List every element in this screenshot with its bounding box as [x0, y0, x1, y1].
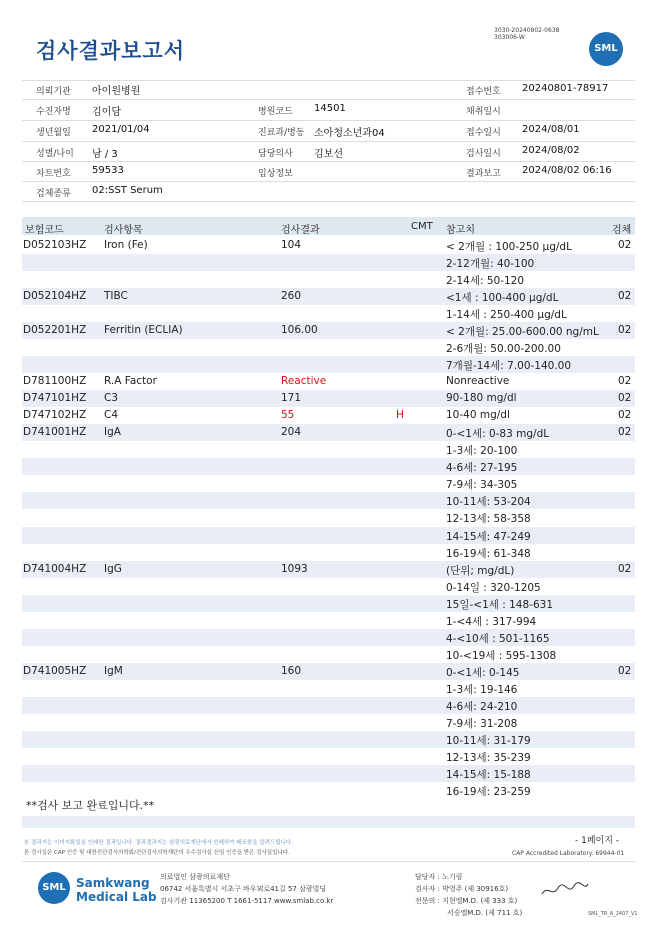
- form-code: SML_TR_A_2407_V1: [588, 911, 638, 917]
- dob-value: 2021/01/04: [92, 124, 150, 135]
- completion-note: **검사 보고 완료입니다.**: [26, 799, 155, 812]
- address-line-1: 의료법인 삼광의료재단: [160, 873, 230, 881]
- cell-ref: 14-15세: 47-249: [446, 530, 531, 543]
- cell-code: D741004HZ: [23, 562, 87, 575]
- collect-label: 채취일시: [466, 107, 501, 117]
- receipt-no-label: 접수번호: [466, 87, 501, 97]
- chart-no-label: 차트번호: [36, 169, 71, 179]
- table-row: [22, 492, 635, 509]
- address-line-3: 검사기관 11365200 T 1661-5117 www.smlab.co.kr: [160, 897, 334, 905]
- divider: [22, 161, 635, 162]
- document-code-line-1: 3030-20240802-0638: [494, 27, 560, 34]
- samkwang-logo-icon: SML: [38, 872, 70, 904]
- divider: [22, 80, 635, 81]
- table-row: [22, 765, 635, 782]
- cell-ref: 12-13세: 58-358: [446, 513, 531, 526]
- receipt-no-value: 20240801-78917: [522, 83, 609, 94]
- cell-ref: 7-9세: 34-305: [446, 479, 518, 492]
- table-row: [22, 578, 635, 595]
- cell-ref: 4-6세: 24-210: [446, 700, 518, 713]
- cell-code: D052104HZ: [23, 290, 87, 303]
- cell-spec: 02: [618, 324, 632, 337]
- sex-age-label: 성별/나이: [36, 149, 74, 159]
- cell-item: R.A Factor: [104, 375, 157, 388]
- cell-ref: 7개월-14세: 7.00-140.00: [446, 360, 572, 373]
- cell-ref: (단위; mg/dL): [446, 564, 515, 577]
- table-row: [22, 629, 635, 646]
- col-result-header: 검사결과: [281, 225, 320, 236]
- dept-value: 소아청소년과04: [314, 128, 385, 139]
- table-row: [22, 322, 635, 339]
- document-code: [494, 27, 559, 41]
- footer-band: [22, 816, 635, 828]
- cell-ref: 1-3세: 20-100: [446, 445, 518, 458]
- staff-line-3: 전문의 : 지현엘M.D. (제 333 호): [415, 897, 518, 905]
- sex-age-value: 남 / 3: [92, 149, 118, 160]
- cell-result: 106.00: [281, 324, 318, 337]
- cell-code: D747102HZ: [23, 409, 87, 422]
- specimen-value: 02:SST Serum: [92, 185, 163, 196]
- staff-line-1: 담당자 : 노기림: [415, 873, 463, 881]
- sml-logo-icon: SML: [589, 32, 623, 66]
- cell-ref: 0-<1세: 0-145: [446, 666, 520, 679]
- cell-ref: 16-19세: 23-259: [446, 785, 531, 798]
- col-item-header: 검사항목: [104, 225, 143, 236]
- cell-spec: 02: [618, 562, 632, 575]
- cell-result: 55: [281, 409, 295, 422]
- table-row: [22, 475, 635, 492]
- cell-ref: 10-<19세 : 595-1308: [446, 649, 557, 662]
- cell-item: IgG: [104, 562, 122, 575]
- cell-item: TIBC: [104, 290, 128, 303]
- cell-ref: 16-19세: 61-348: [446, 547, 531, 560]
- table-row: [22, 697, 635, 714]
- cell-ref: 1-14세 : 250-400 μg/dL: [446, 309, 567, 322]
- specimen-label: 검체종류: [36, 189, 71, 199]
- table-row: [22, 305, 635, 322]
- cell-item: IgA: [104, 426, 121, 439]
- divider: [22, 181, 635, 182]
- cell-ref: 0-14일 : 320-1205: [446, 581, 541, 594]
- table-row: [22, 458, 635, 475]
- page-title: 검사결과보고서: [36, 39, 186, 63]
- document-code-line-2: 303006-W: [494, 34, 525, 41]
- cell-ref: 0-<1세: 0-83 mg/dL: [446, 428, 550, 441]
- cell-code: D781100HZ: [23, 375, 87, 388]
- table-row: [22, 748, 635, 765]
- divider: [22, 120, 635, 121]
- receipt-date-value: 2024/08/01: [522, 124, 580, 135]
- cell-ref: 90-180 mg/dl: [446, 392, 517, 405]
- page-number: - 1페이지 -: [575, 836, 620, 846]
- cell-ref: 10-11세: 31-179: [446, 734, 531, 747]
- cell-spec: 02: [618, 375, 632, 388]
- table-row: [22, 407, 635, 424]
- cell-spec: 02: [618, 409, 632, 422]
- cell-ref: 1-<4세 : 317-994: [446, 615, 537, 628]
- cell-flag: H: [396, 409, 404, 422]
- name-value: 김이담: [92, 107, 121, 118]
- table-row: [22, 612, 635, 629]
- cell-ref: 1-3세: 19-146: [446, 683, 518, 696]
- cell-ref: 10-40 mg/dl: [446, 409, 510, 422]
- table-row: [22, 237, 635, 254]
- table-row: [22, 356, 635, 373]
- table-row: [22, 646, 635, 663]
- hospital-code-label: 병원코드: [258, 107, 293, 117]
- dob-label: 생년월일: [36, 128, 71, 138]
- cell-item: C3: [104, 392, 119, 405]
- doctor-label: 담당의사: [258, 149, 293, 159]
- table-row: [22, 663, 635, 680]
- hospital-code-value: 14501: [314, 103, 346, 114]
- lab-address: [160, 871, 333, 907]
- cell-result: 204: [281, 426, 302, 439]
- doctor-value: 김보선: [314, 149, 343, 160]
- table-row: [22, 509, 635, 526]
- disclaimer-line-2: 본 검사실은 CAP 인증 및 대한진단검사의학회/진단검사의학재단의 우수검사실 신임 인증을 받은 검사실입니다.: [24, 850, 290, 856]
- staff-line-2: 검사자 : 박영주 (제 30916호): [415, 885, 509, 893]
- cell-spec: 02: [618, 239, 632, 251]
- cell-ref: 10-11세: 53-204: [446, 496, 531, 509]
- lab-name-line-1: Samkwang: [76, 876, 150, 890]
- cell-result: 160: [281, 664, 302, 677]
- table-row: [22, 424, 635, 441]
- table-row: [22, 595, 635, 612]
- col-cmt-header: CMT: [411, 221, 433, 232]
- cell-code: D747101HZ: [23, 392, 87, 405]
- cell-ref: 4-6세: 27-195: [446, 462, 518, 475]
- test-date-label: 검사일시: [466, 149, 501, 159]
- test-date-value: 2024/08/02: [522, 145, 580, 156]
- table-row: [22, 544, 635, 561]
- cell-ref: 14-15세: 15-188: [446, 768, 531, 781]
- cap-accreditation: CAP Accredited Laboratory. 69944-01: [512, 850, 625, 857]
- col-spec-header: 검체: [612, 225, 632, 236]
- divider: [22, 141, 635, 142]
- table-row: [22, 339, 635, 356]
- clinical-label: 임상정보: [258, 169, 293, 179]
- staff-info: [415, 871, 522, 919]
- cell-item: C4: [104, 409, 119, 422]
- cell-spec: 02: [618, 426, 632, 439]
- divider: [22, 201, 635, 202]
- cell-result: 260: [281, 290, 302, 303]
- table-row: [22, 680, 635, 697]
- cell-ref: 12-13세: 35-239: [446, 751, 531, 764]
- table-row: [22, 527, 635, 544]
- cell-ref: < 2개월: 25.00-600.00 ng/mL: [446, 326, 599, 339]
- cell-item: Ferritin (ECLIA): [104, 324, 183, 337]
- disclaimer-line-1: 본 결과지는 이미지화일을 인쇄한 결과입니다. 결과결과지는 삼광의료재단에서 인쇄하여 배포함을 알려드립니다.: [24, 840, 293, 846]
- dept-label: 진료과/병동: [258, 128, 305, 138]
- chart-no-value: 59533: [92, 165, 124, 176]
- cell-code: D741005HZ: [23, 664, 87, 677]
- table-row: [22, 561, 635, 578]
- name-label: 수진자명: [36, 107, 71, 117]
- receipt-date-label: 접수일시: [466, 128, 501, 138]
- cell-code: D052103HZ: [23, 239, 87, 251]
- hospital-value: 아이원병원: [92, 86, 141, 97]
- col-ref-header: 참고치: [446, 225, 475, 236]
- col-code-header: 보험코드: [25, 225, 64, 236]
- cell-ref: Nonreactive: [446, 375, 510, 388]
- cell-code: D741001HZ: [23, 426, 87, 439]
- footer-divider: [22, 861, 635, 862]
- cell-spec: 02: [618, 664, 632, 677]
- cell-ref: < 2개월 : 100-250 μg/dL: [446, 241, 572, 253]
- cell-result: 104: [281, 239, 302, 251]
- cell-ref: 4-<10세 : 501-1165: [446, 632, 550, 645]
- table-row: [22, 373, 635, 390]
- table-row: [22, 271, 635, 288]
- table-row: [22, 714, 635, 731]
- lab-name: [76, 876, 157, 904]
- cell-ref: 2-12개월: 40-100: [446, 258, 535, 271]
- cell-result: 1093: [281, 562, 308, 575]
- table-row: [22, 390, 635, 407]
- address-line-2: 06742 서울특별시 서초구 바우뫼로41길 57 삼광빌딩: [160, 885, 327, 893]
- cell-ref: <1세 : 100-400 μg/dL: [446, 292, 559, 305]
- table-row: [22, 288, 635, 305]
- staff-line-4: 서승엘M.D. (제 711 호): [447, 909, 523, 917]
- table-row: [22, 254, 635, 271]
- cell-ref: 7-9세: 31-208: [446, 717, 518, 730]
- hospital-label: 의뢰기관: [36, 87, 71, 97]
- cell-item: Iron (Fe): [104, 239, 148, 251]
- cell-result: Reactive: [281, 375, 327, 388]
- lab-name-line-2: Medical Lab: [76, 890, 157, 904]
- cell-ref: 15일-<1세 : 148-631: [446, 598, 553, 611]
- report-value: 2024/08/02 06:16: [522, 165, 612, 176]
- report-label: 결과보고: [466, 169, 501, 179]
- cell-result: 171: [281, 392, 302, 405]
- cell-spec: 02: [618, 392, 632, 405]
- cell-ref: 2-6개월: 50.00-200.00: [446, 343, 561, 356]
- cell-ref: 2-14세: 50-120: [446, 275, 525, 288]
- signature-icon: [540, 880, 590, 900]
- cell-item: IgM: [104, 664, 123, 677]
- cell-spec: 02: [618, 290, 632, 303]
- table-row: [22, 441, 635, 458]
- cell-code: D052201HZ: [23, 324, 87, 337]
- table-row: [22, 731, 635, 748]
- divider: [22, 99, 635, 100]
